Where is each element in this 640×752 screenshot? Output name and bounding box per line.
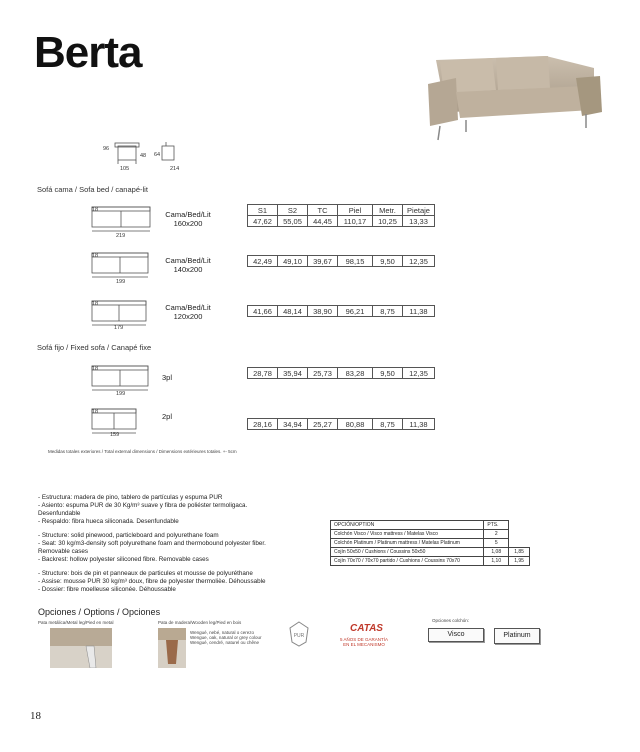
wood-finish-text: Wengué, nebé, natural o cerezo Wengue, oak, natural or grey colour Wengué, cendré, naturel ou chêne	[190, 630, 262, 645]
row3-label	[158, 303, 218, 321]
header-metr: Metr.	[373, 205, 403, 216]
price-cell: 48,14	[278, 306, 308, 317]
price-cell: 35,94	[278, 368, 308, 379]
options-row-pts: 1,10	[484, 557, 509, 566]
product-title: Berta	[34, 28, 142, 77]
sofa-photo	[426, 48, 604, 144]
module-width-ext: 214	[170, 166, 180, 172]
options-row-extra: 1,95	[509, 557, 530, 566]
header-tc: TC	[308, 205, 338, 216]
price-cell: 12,35	[403, 368, 435, 379]
price-cell: 9,50	[373, 256, 403, 267]
price-cell: 25,73	[308, 368, 338, 379]
module-dimensions-diagram	[100, 138, 200, 176]
price-table-row4	[247, 367, 435, 379]
quality-seal-icon	[286, 620, 312, 648]
price-cell: 12,35	[403, 256, 435, 267]
price-cell: 96,21	[338, 306, 373, 317]
row2-width: 199	[116, 279, 126, 285]
header-pietaje: Pietaje	[403, 205, 435, 216]
row1-height: 18	[92, 207, 99, 213]
options-row	[331, 539, 530, 548]
materials-line: Desenfundable	[38, 510, 81, 517]
metal-leg-image	[50, 628, 112, 668]
wood-leg-image	[158, 628, 186, 668]
price-cell: 83,28	[338, 368, 373, 379]
options-row	[331, 548, 530, 557]
options-heading: Opciones / Options / Opciones	[38, 607, 161, 617]
module-width-small: 105	[120, 166, 130, 172]
row1-label	[158, 210, 218, 228]
price-cell: 10,25	[373, 216, 403, 227]
materials-line: - Estructura: madera de pino, tablero de partículas y espuma PUR	[38, 494, 223, 501]
price-cell: 25,27	[308, 419, 338, 430]
options-row	[331, 557, 530, 566]
header-piel: Piel	[338, 205, 373, 216]
row5-width: 159	[110, 432, 120, 438]
materials-line: - Structure: bois de pin et panneaux de particules et mousse de polyuréthane	[38, 570, 253, 577]
row1-label-line2: 160x200	[173, 219, 203, 228]
wood-leg-label: Pata de madera/Wooden leg/Pied en bois	[158, 620, 242, 625]
materials-line: Removable cases	[38, 548, 89, 555]
price-row	[248, 419, 435, 430]
price-cell: 8,75	[373, 419, 403, 430]
row4-width: 199	[116, 391, 126, 397]
price-row	[248, 306, 435, 317]
row1-width: 219	[116, 233, 126, 239]
options-row-label: Colchón Visco / Visco mattress / Matelas Visco	[331, 530, 484, 539]
row2-label-line1: Cama/Bed/Lit	[165, 256, 211, 265]
price-cell: 28,16	[248, 419, 278, 430]
price-cell: 55,05	[278, 216, 308, 227]
price-cell: 39,67	[308, 256, 338, 267]
catas-logo: CATAS	[350, 623, 383, 634]
price-cell: 49,10	[278, 256, 308, 267]
price-cell: 47,62	[248, 216, 278, 227]
page-number: 18	[30, 710, 41, 722]
materials-line: - Respaldo: fibra hueca siliconada. Desenfundable	[38, 518, 179, 525]
visco-option[interactable]: Visco	[428, 628, 484, 642]
options-row-label: Cojín 70x70 / 70x70 partido / Cushions / Coussins 70x70	[331, 557, 484, 566]
materials-line: - Assise: mousse PUR 30 kg/m³ doux, fibre de polyester thermolièe. Déhoussable	[38, 578, 266, 585]
row2-label-line2: 140x200	[173, 265, 203, 274]
row2-label	[158, 256, 218, 274]
price-cell: 28,78	[248, 368, 278, 379]
price-table-row2	[247, 255, 435, 267]
options-header-pts: PTS.	[484, 521, 509, 530]
materials-list	[38, 494, 328, 594]
header-s1: S1	[248, 205, 278, 216]
materials-line: - Asiento: espuma PUR de 30 Kg/m³ suave y fibra de poliéster termoligaca.	[38, 502, 248, 509]
materials-line: - Structure: solid pinewood, particleboard and polyurethane foam	[38, 532, 219, 539]
dimensions-footnote: Medidas totales exteriores / Total external dimensions / Dimensions extérieures totales. +- 5cm	[48, 449, 237, 454]
row2-height: 18	[92, 253, 99, 259]
price-cell: 44,45	[308, 216, 338, 227]
options-row-pts: 1,08	[484, 548, 509, 557]
price-cell: 41,66	[248, 306, 278, 317]
options-row	[331, 530, 530, 539]
materials-line: - Backrest: hollow polyester siliconed fibre. Removable cases	[38, 556, 209, 563]
options-row-label: Cojín 50x50 / Cushions / Coussins 50x50	[331, 548, 484, 557]
price-header-row	[248, 205, 435, 216]
module-depth-ext: 64	[154, 152, 161, 158]
price-table-row1	[247, 204, 435, 227]
platinum-option[interactable]: Platinum	[494, 628, 540, 644]
price-cell: 98,15	[338, 256, 373, 267]
metal-leg-label: Pata metálica/Metal leg/Pied en metal	[38, 620, 114, 625]
row5-height: 18	[92, 409, 99, 415]
price-row	[248, 216, 435, 227]
price-cell: 34,94	[278, 419, 308, 430]
row3-label-line2: 120x200	[173, 312, 203, 321]
row3-label-line1: Cama/Bed/Lit	[165, 303, 211, 312]
row4-label: 3pl	[161, 373, 172, 382]
section-heading-sofa-bed: Sofá cama / Sofa bed / canapé-lit	[37, 185, 148, 194]
price-cell: 13,33	[403, 216, 435, 227]
svg-text:PUR: PUR	[293, 633, 305, 639]
mattress-options-label: Opciones colchón:	[432, 618, 470, 623]
price-cell: 80,88	[338, 419, 373, 430]
materials-line: - Dossier: fibre moelleuse siliconée. Déhoussable	[38, 586, 176, 593]
options-header-option: OPCIÓN/OPTION	[331, 521, 484, 530]
price-cell: 11,38	[403, 306, 435, 317]
price-table-row5	[247, 418, 435, 430]
price-row	[248, 256, 435, 267]
module-height: 96	[103, 146, 110, 152]
options-table-header	[331, 521, 530, 530]
price-cell: 38,90	[308, 306, 338, 317]
row1-label-line1: Cama/Bed/Lit	[165, 210, 211, 219]
price-cell: 9,50	[373, 368, 403, 379]
price-cell: 11,38	[403, 419, 435, 430]
module-depth: 48	[140, 153, 147, 159]
price-table-row3	[247, 305, 435, 317]
options-row-pts: 2	[484, 530, 509, 539]
materials-line: - Seat: 30 kg/m3-density soft polyurethane foam and thermobound polyester fiber.	[38, 540, 266, 547]
header-s2: S2	[278, 205, 308, 216]
options-row-pts: 5	[484, 539, 509, 548]
row4-height: 18	[92, 366, 99, 372]
row3-height: 18	[92, 301, 99, 307]
price-cell: 42,49	[248, 256, 278, 267]
options-row-label: Colchón Platinum / Platinum mattress / Matelas Platinum	[331, 539, 484, 548]
row5-label: 2pl	[161, 412, 172, 421]
section-heading-fixed-sofa: Sofá fijo / Fixed sofa / Canapé fixe	[37, 343, 152, 352]
price-cell: 8,75	[373, 306, 403, 317]
options-table	[330, 520, 530, 566]
options-row-extra: 1,85	[509, 548, 530, 557]
price-cell: 110,17	[338, 216, 373, 227]
guarantee-text: 5 AÑOS DE GARANTÍA EN EL MECANISMO	[340, 637, 389, 647]
price-row	[248, 368, 435, 379]
row3-width: 179	[114, 325, 124, 331]
